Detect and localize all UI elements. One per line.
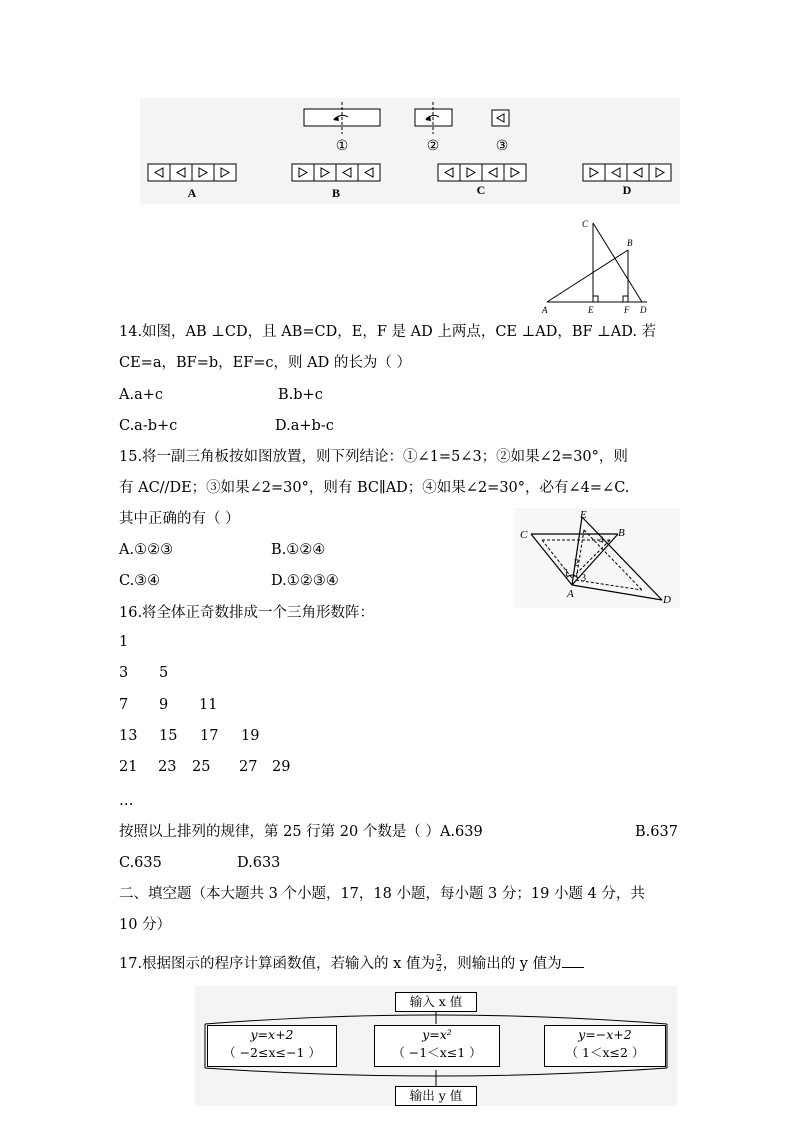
q15-line-3: 其中正确的有（ ）: [119, 511, 240, 527]
point-c-label: C: [520, 529, 528, 541]
program-flowchart: [195, 986, 677, 1106]
fraction-denominator: 2: [435, 963, 442, 974]
section-2-line-1: 二、填空题（本大题共 3 个小题，17，18 小题，每小题 3 分；19 小题 4 分，共: [119, 886, 645, 902]
point-a-label: A: [567, 588, 574, 600]
geometry-figure-14: [538, 212, 656, 320]
point-e-label: E: [580, 509, 587, 521]
angle-3-label: 3: [581, 573, 586, 584]
q15-option-b: B.①②④: [271, 542, 326, 558]
triangle-number: 17: [200, 728, 219, 744]
fold-figure: [140, 98, 680, 204]
option-a-label: A: [187, 186, 197, 200]
q15-option-c: C.③④: [119, 573, 161, 589]
q16-option-d: D.633: [237, 855, 281, 871]
q14-option-c: C.a-b+c: [119, 418, 178, 434]
angle-2-label: 2: [574, 558, 579, 569]
triangle-number: 21: [119, 759, 138, 775]
q15-option-d: D.①②③④: [271, 573, 339, 589]
q17-text-after: ，则输出的 y 值为: [442, 956, 562, 972]
q16-option-b: B.637: [635, 824, 678, 840]
branch-domain-right: （ 1＜x≤2 ）: [565, 1045, 645, 1060]
triangle-number: 19: [241, 728, 260, 744]
triangle-number: 15: [159, 728, 178, 744]
answer-blank[interactable]: [562, 953, 584, 968]
fold-label-2: ②: [426, 139, 440, 154]
q14-option-b: B.b+c: [278, 387, 323, 403]
input-fraction: [436, 955, 442, 974]
q14-line-2: CE=a，BF=b，EF=c，则 AD 的长为（ ）: [119, 355, 411, 371]
section-2-line-2: 10 分）: [119, 917, 172, 933]
angle-4-label: 4: [599, 535, 604, 545]
q14-option-d: D.a+b-c: [275, 418, 334, 434]
point-f-label: F: [624, 305, 630, 315]
triangle-number: 3: [119, 665, 129, 681]
branch-formula-left: y=x+2: [250, 1027, 294, 1042]
branch-domain-middle: （ −1＜x≤1 ）: [392, 1045, 482, 1060]
triangle-number: 5: [159, 665, 169, 681]
point-d-label: D: [640, 305, 647, 315]
option-a-strip: [148, 164, 236, 181]
option-d-strip: [583, 164, 671, 181]
q17-text-before: 17.根据图示的程序计算函数值，若输入的 x 值为: [119, 956, 435, 972]
branch-domain-left: （ −2≤x≤−1 ）: [223, 1045, 321, 1060]
fold-strip-3: [492, 110, 509, 126]
q14-option-a: A.a+c: [119, 387, 163, 403]
q16-question: 按照以上排列的规律，第 25 行第 20 个数是（ ）A.639: [119, 824, 483, 840]
q15-line-2: 有 AC//DE；③如果∠2=30°，则有 BC∥AD；④如果∠2=30°，必有∠4=∠C.: [119, 480, 630, 496]
branch-box-right: [544, 1025, 666, 1067]
q16-ellipsis: …: [119, 793, 134, 809]
option-c-label: C: [476, 183, 486, 197]
fold-label-1: ①: [335, 139, 349, 154]
branch-formula-middle: y=x²: [422, 1027, 452, 1042]
q17-line: [119, 953, 584, 974]
q16-option-c: C.635: [119, 855, 162, 871]
triangle-number: 1: [119, 634, 129, 650]
option-b-label: B: [331, 186, 341, 200]
output-y-box: 输出 y 值: [395, 1086, 477, 1106]
geometry-figure-15: [514, 508, 680, 608]
triangle-number: 25: [192, 759, 211, 775]
triangle-number: 27: [239, 759, 258, 775]
q14-line-1: 14.如图，AB ⊥CD，且 AB=CD，E，F 是 AD 上两点，CE ⊥AD，BF ⊥AD. 若: [119, 324, 657, 340]
option-c-strip: [438, 164, 526, 181]
option-d-label: D: [622, 183, 632, 197]
fold-label-3: ③: [495, 139, 509, 154]
q15-line-1: 15.将一副三角板按如图放置，则下列结论：①∠1=5∠3；②如果∠2=30°，则: [119, 449, 628, 465]
point-a-label: A: [542, 305, 548, 315]
branch-formula-right: y=−x+2: [578, 1027, 632, 1042]
triangle-number: 23: [158, 759, 177, 775]
q15-option-a: A.①②③: [119, 542, 174, 558]
point-b-label: B: [618, 527, 625, 539]
triangle-number: 13: [119, 728, 138, 744]
point-d-label: D: [663, 594, 671, 606]
triangle-number: 9: [159, 697, 169, 713]
option-b-strip: [292, 164, 380, 181]
q16-line-1: 16.将全体正奇数排成一个三角形数阵：: [119, 605, 375, 621]
angle-1-label: 1: [564, 568, 569, 579]
point-e-label: E: [588, 305, 594, 315]
triangle-number: 11: [199, 697, 218, 713]
branch-box-middle: [374, 1025, 500, 1067]
input-x-box: 输入 x 值: [395, 992, 477, 1012]
branch-box-left: [207, 1025, 337, 1067]
point-b-label: B: [627, 238, 633, 248]
triangle-number: 29: [272, 759, 291, 775]
point-c-label: C: [582, 219, 589, 229]
fraction-numerator: 3: [435, 953, 442, 964]
triangle-number: 7: [119, 697, 129, 713]
